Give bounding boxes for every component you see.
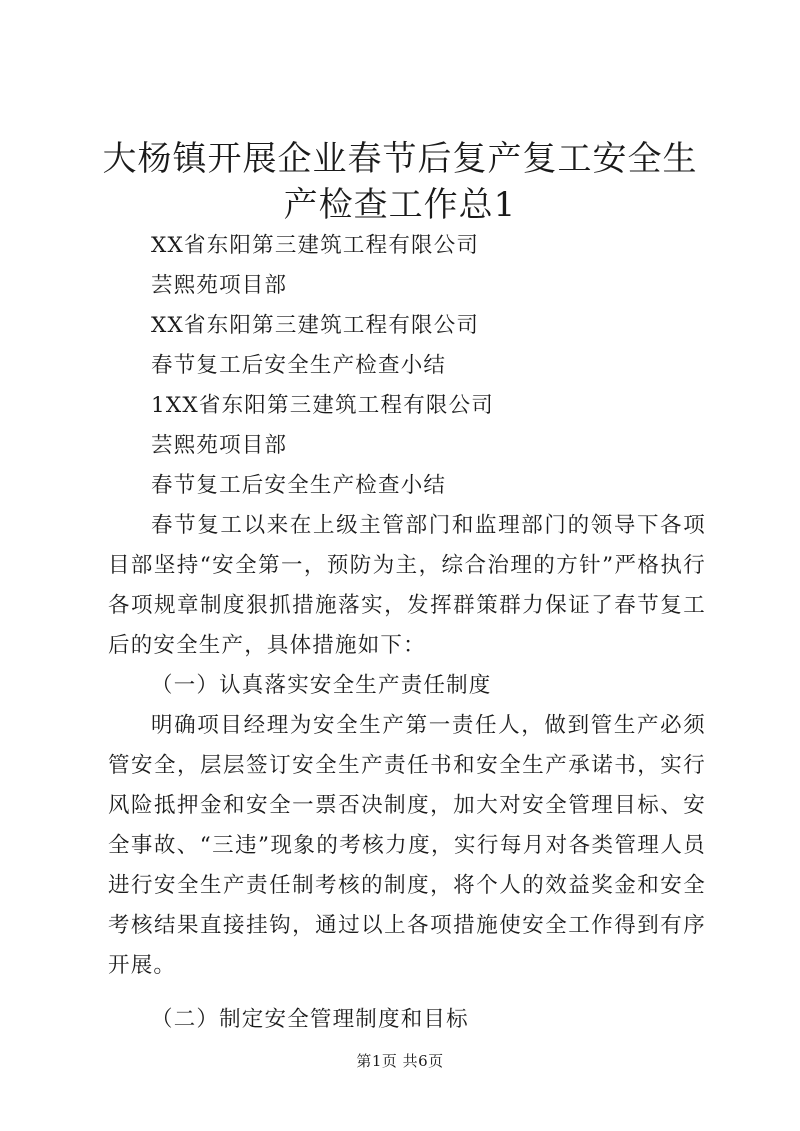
project-department-line: 芸熙苑项目部 (151, 273, 288, 298)
paragraph-spacer (108, 986, 706, 1000)
section-heading: （二）制定安全管理制度和目标 (151, 1007, 469, 1032)
document-title: 大杨镇开展企业春节后复产复工安全生产检查工作总1 (102, 139, 698, 225)
company-name-line: 1XX省东阳第三建筑工程有限公司 (151, 393, 494, 418)
summary-title-line: 春节复工后安全生产检查小结 (151, 473, 447, 498)
project-department-line: 芸熙苑项目部 (151, 433, 288, 458)
intro-paragraph: 春节复工以来在上级主管部门和监理部门的领导下各项目部坚持“安全第一，预防为主，综合治理的方针”严格执行各项规章制度狠抓措施落实，发挥群策群力保证了春节复工后的安全生产，具体措施如下： (108, 513, 706, 658)
company-name-line: XX省东阳第三建筑工程有限公司 (151, 313, 480, 338)
company-name-line: XX省东阳第三建筑工程有限公司 (151, 233, 480, 258)
document-body (108, 226, 706, 1040)
responsibility-paragraph: 明确项目经理为安全生产第一责任人，做到管生产必须管安全，层层签订安全生产责任书和安全生产承诺书，实行风险抵押金和安全一票否决制度，加大对安全管理目标、安全事故、“三违”现象的考核力度，实行每月对各类管理人员进行安全生产责任制考核的制度，将个人的效益奖金和安全考核结果直接挂钩，通过以上各项措施使安全工作得到有序开展。 (108, 713, 706, 978)
section-heading: （一）认真落实安全生产责任制度 (151, 673, 492, 698)
page-number-footer: 第1页 共6页 (356, 1052, 444, 1070)
summary-title-line: 春节复工后安全生产检查小结 (151, 353, 447, 378)
